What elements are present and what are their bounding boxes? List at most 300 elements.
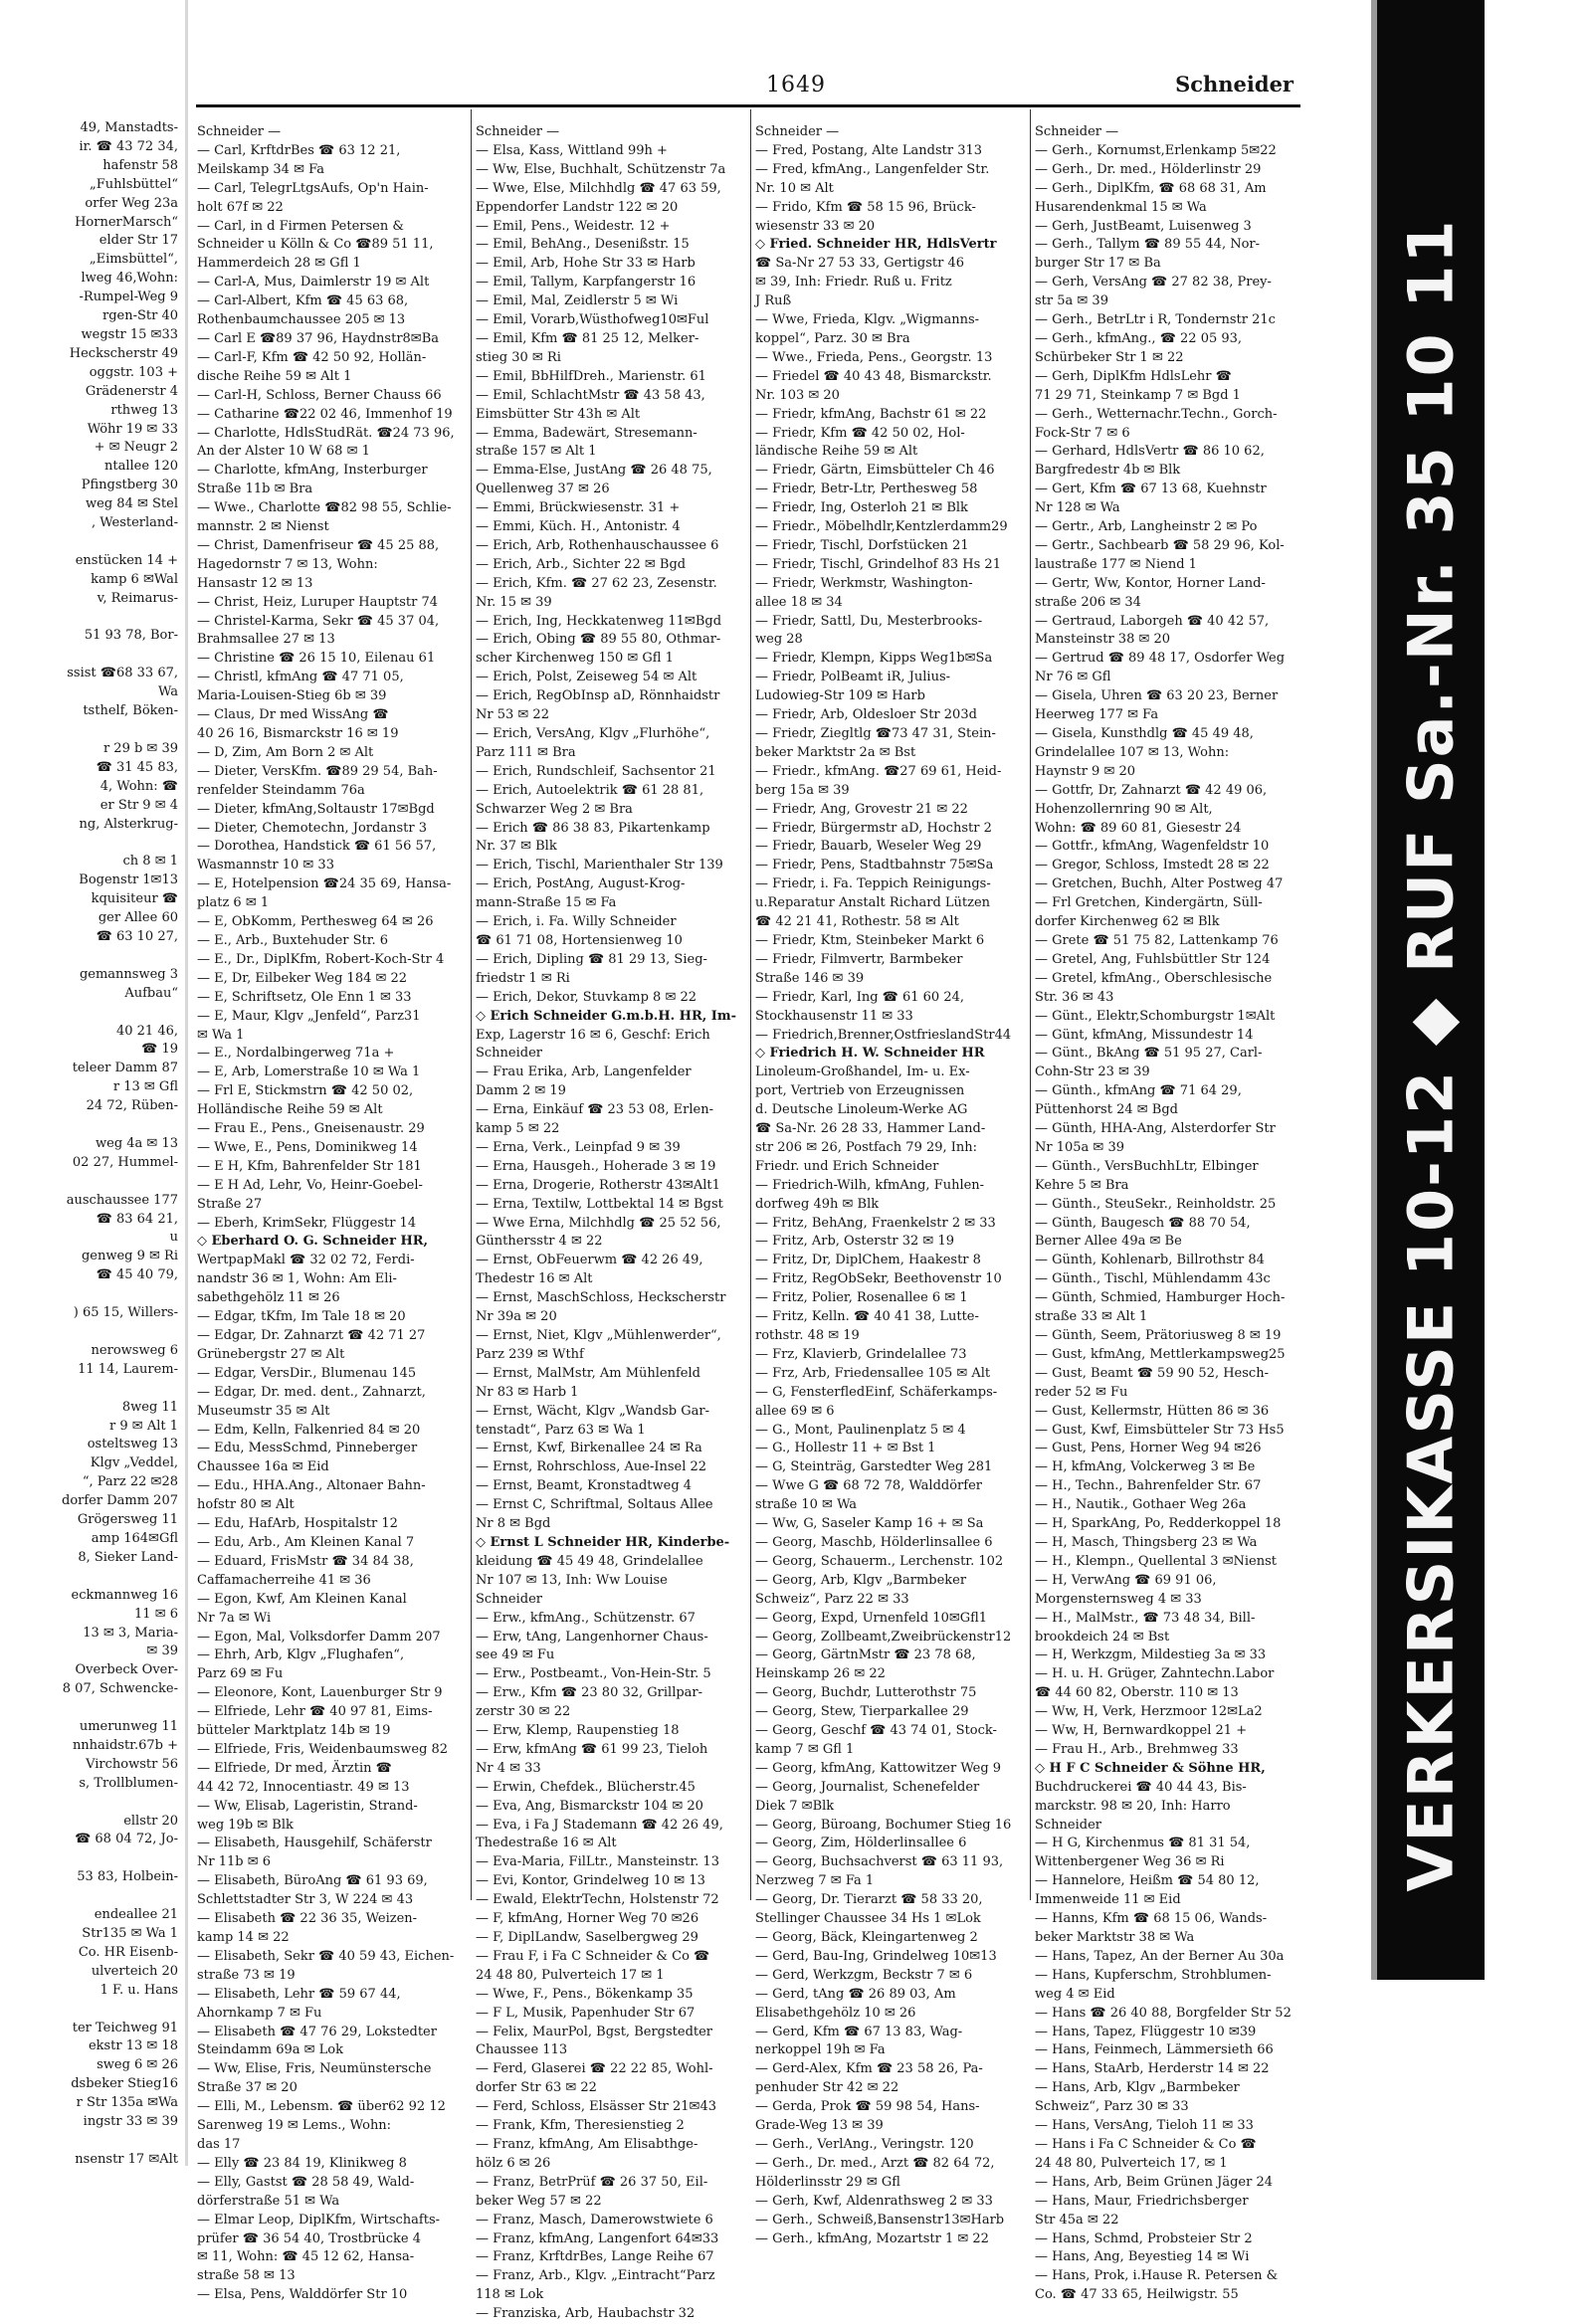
directory-entry: — Erich, Obing ☎ 89 55 80, Othmar- bbox=[476, 632, 721, 648]
margin-line: Grädenerstr 4 bbox=[85, 383, 178, 399]
margin-line: r 13 ✉ Gfl bbox=[112, 1079, 178, 1095]
directory-entry: ✉ Wa 1 bbox=[197, 1027, 245, 1043]
margin-line: dsbeker Stieg16 bbox=[71, 2076, 178, 2092]
directory-entry: — Friedel ☎ 40 43 48, Bismarckstr. bbox=[755, 368, 992, 384]
directory-entry: Schürbeker Str 1 ✉ 22 bbox=[1035, 349, 1184, 365]
margin-line: ter Teichweg 91 bbox=[72, 2020, 178, 2035]
directory-entry: — Elfriede, Dr med, Ärztin ☎ bbox=[197, 1760, 392, 1776]
directory-entry: — Erich, i. Fa. Willy Schneider bbox=[476, 914, 677, 930]
directory-entry: — Friedr, Ziegltlg ☎73 47 31, Stein- bbox=[755, 726, 996, 741]
directory-entry: — Franz, KrftdrBes, Lange Reihe 67 bbox=[476, 2249, 714, 2265]
directory-entry: Str. 36 ✉ 43 bbox=[1035, 989, 1114, 1005]
directory-entry: — Günth, Schmied, Hamburger Hoch- bbox=[1035, 1290, 1286, 1306]
directory-entry: — Emma, Badewärt, Stresemann- bbox=[476, 425, 697, 441]
margin-line: 4, Wohn: ☎ bbox=[100, 778, 178, 794]
directory-entry: — Fritz, Polier, Rosenallee 6 ✉ 1 bbox=[755, 1290, 968, 1306]
directory-entry: Friedr. und Erich Schneider bbox=[755, 1158, 939, 1174]
directory-entry: — Georg, Arb, Klgv „Barmbeker bbox=[755, 1572, 967, 1588]
directory-entry: — Gertrud ☎ 89 48 17, Osdorfer Weg bbox=[1035, 651, 1286, 667]
margin-line: sweg 6 ✉ 26 bbox=[97, 2057, 178, 2073]
margin-line: 02 27, Hummel- bbox=[72, 1154, 178, 1170]
directory-entry: — Erna, Verk., Leinpfad 9 ✉ 39 bbox=[476, 1139, 681, 1155]
margin-line: kquisiteur ☎ bbox=[91, 891, 178, 907]
directory-entry: — Eduard, FrisMstr ☎ 34 84 38, bbox=[197, 1553, 414, 1569]
directory-entry: — Gerh, JustBeamt, Luisenweg 3 bbox=[1035, 218, 1252, 234]
directory-entry: — Friedr, i. Fa. Teppich Reinigungs- bbox=[755, 876, 991, 892]
directory-entry: beker Marktstr 38 ✉ Wa bbox=[1035, 1930, 1195, 1945]
directory-entry: Brahmsallee 27 ✉ 13 bbox=[197, 632, 335, 648]
directory-entry: — Hans, StaArb, Herderstr 14 ✉ 22 bbox=[1035, 2061, 1270, 2077]
margin-line: „Eimsbüttel“, bbox=[89, 252, 178, 268]
directory-entry: — Ewald, ElektrTechn, Holstenstr 72 bbox=[476, 1892, 719, 1908]
directory-entry: Schweiz“, Parz 22 ✉ 33 bbox=[755, 1591, 909, 1607]
directory-entry: Nr 83 ✉ Harb 1 bbox=[476, 1384, 579, 1400]
directory-entry: — Edgar, VersDir., Blumenau 145 bbox=[197, 1365, 417, 1381]
directory-entry: — Fritz, Kelln. ☎ 40 41 38, Lutte- bbox=[755, 1309, 979, 1325]
directory-entry: Maria-Louisen-Stieg 6b ✉ 39 bbox=[197, 688, 387, 704]
margin-line: ch 8 ✉ 1 bbox=[122, 854, 178, 870]
directory-entry: — Egon, Mal, Volksdorfer Damm 207 bbox=[197, 1629, 441, 1645]
directory-entry: Nr 107 ✉ 13, Inh: Ww Louise bbox=[476, 1572, 668, 1588]
directory-entry: Schweiz“, Parz 30 ✉ 33 bbox=[1035, 2099, 1189, 2115]
directory-entry: — E., Dr., DiplKfm, Robert-Koch-Str 4 bbox=[197, 951, 445, 967]
directory-entry: — Fritz, BehAng, Fraenkelstr 2 ✉ 33 bbox=[755, 1215, 996, 1231]
directory-entry: Mansteinstr 38 ✉ 20 bbox=[1035, 632, 1171, 648]
directory-entry: Wohn: ☎ 89 60 81, Giesestr 24 bbox=[1035, 820, 1242, 836]
directory-entry: — Günth., SteuSekr., Reinholdstr. 25 bbox=[1035, 1196, 1277, 1212]
directory-entry: Nr 128 ✉ Wa bbox=[1035, 500, 1120, 516]
margin-line: ng, Alsterkrug- bbox=[79, 816, 178, 832]
directory-entry: — Ww, Elisab, Lageristin, Strand- bbox=[197, 1798, 418, 1814]
directory-entry: — Ernst, Rohrschloss, Aue-Insel 22 bbox=[476, 1459, 707, 1475]
directory-entry: Chaussee 113 bbox=[476, 2042, 568, 2058]
margin-line bbox=[0, 646, 184, 665]
directory-entry: — Hans, Tapez, An der Berner Au 30a bbox=[1035, 1948, 1285, 1964]
directory-entry: Schneider u Kölln & Co ☎89 51 11, bbox=[197, 237, 434, 253]
directory-entry: friedstr 1 ✉ Ri bbox=[476, 970, 570, 986]
directory-entry: — Erich, Polst, Zeiseweg 54 ✉ Alt bbox=[476, 670, 697, 685]
margin-line: orfer Weg 23a bbox=[85, 195, 178, 211]
directory-entry: — H., Nautik., Gothaer Weg 26a bbox=[1035, 1497, 1247, 1513]
directory-entry: — Erich, Arb, Rothenhauschaussee 6 bbox=[476, 537, 719, 553]
directory-entry: — Gust, Pens, Horner Weg 94 ✉26 bbox=[1035, 1441, 1262, 1456]
directory-entry: Diek 7 ✉Blk bbox=[755, 1798, 835, 1814]
directory-entry: — Gerh., Schweiß,Bansenstr13✉Harb bbox=[755, 2212, 1005, 2227]
directory-entry: — E, ObKomm, Perthesweg 64 ✉ 26 bbox=[197, 914, 434, 930]
directory-entry: — Friedr, Betr-Ltr, Perthesweg 58 bbox=[755, 482, 978, 497]
directory-entry: dorfweg 49h ✉ Blk bbox=[755, 1196, 880, 1212]
directory-entry: Co. ☎ 47 33 65, Heilwigstr. 55 bbox=[1035, 2287, 1239, 2303]
directory-entry: Damm 2 ✉ 19 bbox=[476, 1083, 566, 1099]
running-head: Schneider bbox=[1175, 72, 1294, 97]
directory-entry: — Friedr, Ing, Osterloh 21 ✉ Blk bbox=[755, 500, 968, 516]
directory-entry: — Eberh, KrimSekr, Flüggestr 14 bbox=[197, 1215, 417, 1231]
directory-entry: — Gretel, Ang, Fuhlsbüttler Str 124 bbox=[1035, 951, 1271, 967]
margin-line: 1 F. u. Hans bbox=[100, 1982, 178, 1998]
margin-line: ingstr 33 ✉ 39 bbox=[83, 2114, 178, 2130]
directory-entry: — Erich, Ing, Heckkatenweg 11✉Bgd bbox=[476, 613, 722, 629]
directory-entry: Hagedornstr 7 ✉ 13, Wohn: bbox=[197, 556, 378, 572]
directory-entry: Hölderlinsstr 29 ✉ Gfl bbox=[755, 2174, 900, 2190]
directory-entry: ✉ 11, Wohn: ☎ 45 12 62, Hansa- bbox=[197, 2249, 415, 2265]
directory-entry: — Friedr, Tischl, Dorfstücken 21 bbox=[755, 537, 969, 553]
directory-entry: — Carl, KrftdrBes ☎ 63 12 21, bbox=[197, 142, 401, 158]
directory-entry: — Ww, H, Bernwardkoppel 21 + bbox=[1035, 1723, 1248, 1739]
directory-entry: — Claus, Dr med WissAng ☎ bbox=[197, 707, 389, 723]
advertisement-text: VERKERSIKASSE 10-12 ◆ RUF Sa.-Nr. 35 10 11 bbox=[1394, 217, 1468, 1892]
directory-entry: — Emil, BehAng., Desenißstr. 15 bbox=[476, 237, 690, 253]
margin-line: dorfer Damm 207 bbox=[62, 1493, 178, 1509]
directory-entry: kamp 7 ✉ Gfl 1 bbox=[755, 1741, 855, 1757]
directory-entry: — Hans ☎ 26 40 88, Borgfelder Str 52 bbox=[1035, 2005, 1292, 2021]
directory-entry: — Friedr., kfmAng. ☎27 69 61, Heid- bbox=[755, 763, 1002, 779]
margin-line: Virchowstr 56 bbox=[86, 1756, 178, 1772]
directory-entry: — Ernst, MalMstr, Am Mühlenfeld bbox=[476, 1365, 700, 1381]
directory-entry: — Elisabeth, Lehr ☎ 59 67 44, bbox=[197, 1986, 401, 2002]
directory-entry: ländische Reihe 59 ✉ Alt bbox=[755, 444, 918, 460]
column-divider bbox=[750, 109, 751, 1900]
directory-entry: — Wwe G ☎ 68 72 78, Walddörfer bbox=[755, 1478, 982, 1494]
directory-entry: dische Reihe 59 ✉ Alt 1 bbox=[197, 368, 352, 384]
margin-line: endeallee 21 bbox=[94, 1907, 178, 1923]
directory-entry: — Gerd, tAng ☎ 26 89 03, Am bbox=[755, 1986, 956, 2002]
column-header: Schneider — bbox=[1035, 124, 1119, 139]
margin-line bbox=[0, 947, 184, 966]
directory-entry: — Gottfr., kfmAng, Wagenfeldstr 10 bbox=[1035, 839, 1270, 855]
directory-entry: — E H Ad, Lehr, Vo, Heinr-Goebel- bbox=[197, 1177, 423, 1193]
directory-entry: — Dieter, VersKfm. ☎89 29 54, Bah- bbox=[197, 763, 438, 779]
directory-entry: — Georg, Schauerm., Lerchenstr. 102 bbox=[755, 1553, 1004, 1569]
directory-entry: — Günth., Tischl, Mühlendamm 43c bbox=[1035, 1271, 1271, 1287]
directory-entry: mannstr. 2 ✉ Nienst bbox=[197, 519, 329, 535]
directory-entry: — Franz, kfmAng, Langenfort 64✉33 bbox=[476, 2230, 719, 2246]
directory-entry: — Georg, Zim, Hölderlinsallee 6 bbox=[755, 1836, 967, 1851]
directory-entry: straße 33 ✉ Alt 1 bbox=[1035, 1309, 1148, 1325]
directory-entry: — Erich, Kfm. ☎ 27 62 23, Zesenstr. bbox=[476, 575, 717, 591]
margin-line bbox=[0, 1887, 184, 1906]
directory-entry: — Elly ☎ 23 84 19, Klinikweg 8 bbox=[197, 2155, 407, 2171]
margin-line: elder Str 17 bbox=[99, 233, 178, 249]
directory-entry: — Egon, Kwf, Am Kleinen Kanal bbox=[197, 1591, 407, 1607]
directory-entry: — Ernst, MaschSchloss, Heckscherstr bbox=[476, 1290, 726, 1306]
directory-entry: Morgensternsweg 4 ✉ 33 bbox=[1035, 1591, 1202, 1607]
margin-line: Grögersweg 11 bbox=[77, 1512, 178, 1528]
directory-entry: dörferstraße 51 ✉ Wa bbox=[197, 2193, 340, 2209]
directory-entry: — Gerd-Alex, Kfm ☎ 23 58 26, Pa- bbox=[755, 2061, 983, 2077]
directory-entry: — Günt., Elektr,Schomburgstr 1✉Alt bbox=[1035, 1008, 1276, 1024]
directory-entry: — Erwin, Chefdek., Blücherstr.45 bbox=[476, 1779, 696, 1795]
directory-entry: — Gerh, VersAng ☎ 27 82 38, Prey- bbox=[1035, 275, 1272, 290]
margin-line: 11 14, Laurem- bbox=[78, 1361, 178, 1377]
margin-line: 8, Sieker Land- bbox=[78, 1549, 178, 1565]
directory-entry: — Friedrich-Wilh, kfmAng, Fuhlen- bbox=[755, 1177, 985, 1193]
directory-entry: — Hans, Prok, i.Hause R. Petersen & bbox=[1035, 2268, 1279, 2284]
directory-entry: — Hans, Feinmech, Lämmersieth 66 bbox=[1035, 2042, 1274, 2058]
directory-entry: ☎ 42 21 41, Rothestr. 58 ✉ Alt bbox=[755, 914, 959, 930]
directory-entry: — Frido, Kfm ☎ 58 15 96, Brück- bbox=[755, 199, 976, 215]
margin-line: Wöhr 19 ✉ 33 bbox=[87, 421, 178, 437]
directory-entry: — Ehrh, Arb, Klgv „Flughafen“, bbox=[197, 1647, 405, 1663]
directory-entry: — Emil, Vorarb,Wüsthofweg10✉Ful bbox=[476, 312, 709, 328]
directory-entry: — Erna, Textilw, Lottbektal 14 ✉ Bgst bbox=[476, 1196, 723, 1212]
directory-entry: beker Weg 57 ✉ 22 bbox=[476, 2193, 602, 2209]
directory-entry: Stockhausenstr 11 ✉ 33 bbox=[755, 1008, 913, 1024]
directory-entry: — Carl E ☎89 37 96, Haydnstr8✉Ba bbox=[197, 330, 440, 346]
directory-entry: — H., Techn., Bahrenfelder Str. 67 bbox=[1035, 1478, 1262, 1494]
margin-line: Co. HR Eisenb- bbox=[78, 1944, 178, 1960]
directory-entry: Nr. 15 ✉ 39 bbox=[476, 594, 552, 610]
margin-line: Klgv „Veddel, bbox=[90, 1455, 178, 1471]
directory-entry: — Hans, Tapez, Flüggestr 10 ✉39 bbox=[1035, 2024, 1257, 2039]
directory-entry: — Friedr, Sattl, Du, Mesterbrooks- bbox=[755, 613, 983, 629]
directory-entry: — Georg, Zollbeamt,Zweibrückenstr12 bbox=[755, 1629, 1012, 1645]
column-4 bbox=[1035, 123, 1301, 2303]
directory-entry: — Wwe., Frieda, Pens., Georgstr. 13 bbox=[755, 349, 993, 365]
directory-entry: — Günth, Kohlenarb, Billrothstr 84 bbox=[1035, 1253, 1265, 1268]
margin-line: ☎ 68 04 72, Jo- bbox=[75, 1832, 178, 1847]
directory-entry: — Ferd, Glaserei ☎ 22 22 85, Wohl- bbox=[476, 2061, 713, 2077]
directory-entry: Hohenzollernring 90 ✉ Alt, bbox=[1035, 801, 1213, 817]
directory-entry: — Charlotte, HdlsStudRät. ☎24 73 96, bbox=[197, 425, 455, 441]
directory-entry: — Günth, HHA-Ang, Alsterdorfer Str bbox=[1035, 1121, 1276, 1137]
directory-entry: Schwarzer Weg 2 ✉ Bra bbox=[476, 801, 633, 817]
directory-entry: — Gerh., DiplKfm, ☎ 68 68 31, Am bbox=[1035, 180, 1267, 196]
directory-entry: — Ww, G, Saseler Kamp 16 + ✉ Sa bbox=[755, 1516, 984, 1532]
directory-entry: prüfer ☎ 36 54 40, Trostbrücke 4 bbox=[197, 2230, 422, 2246]
directory-entry: Nr. 37 ✉ Blk bbox=[476, 839, 557, 855]
directory-entry: straße 73 ✉ 19 bbox=[197, 1967, 296, 1983]
margin-line: ☎ 19 bbox=[141, 1042, 178, 1058]
directory-entry: Caffamacherreihe 41 ✉ 36 bbox=[197, 1572, 371, 1588]
directory-entry: — Gerhard, HdlsVertr ☎ 86 10 62, bbox=[1035, 444, 1265, 460]
directory-entry: — Christ, Heiz, Luruper Hauptstr 74 bbox=[197, 594, 439, 610]
directory-entry: — Erna, Einkäuf ☎ 23 53 08, Erlen- bbox=[476, 1102, 713, 1118]
directory-entry: — H, kfmAng, Volckerweg 3 ✉ Be bbox=[1035, 1459, 1256, 1475]
directory-entry: ◇ Friedrich H. W. Schneider HR bbox=[755, 1046, 985, 1062]
directory-entry: — G., Mont, Paulinenplatz 5 ✉ 4 bbox=[755, 1422, 966, 1438]
page-number: 1649 bbox=[766, 73, 826, 97]
margin-line: osteltsweg 13 bbox=[87, 1437, 178, 1452]
directory-entry: Ludowieg-Str 109 ✉ Harb bbox=[755, 688, 925, 704]
directory-entry: dorfer Kirchenweg 62 ✉ Blk bbox=[1035, 914, 1220, 930]
directory-entry: — E, Schriftsetz, Ole Enn 1 ✉ 33 bbox=[197, 989, 412, 1005]
directory-entry: — Friedr, Karl, Ing ☎ 61 60 24, bbox=[755, 989, 964, 1005]
directory-entry: — Edm, Kelln, Falkenried 84 ✉ 20 bbox=[197, 1422, 421, 1438]
directory-entry: — Erw, Klemp, Raupenstieg 18 bbox=[476, 1723, 680, 1739]
margin-line: ✉ 39 bbox=[146, 1644, 178, 1659]
directory-entry: — Edgar, tKfm, Im Tale 18 ✉ 20 bbox=[197, 1309, 406, 1325]
directory-entry: — Eva, i Fa J Stademann ☎ 42 26 49, bbox=[476, 1817, 723, 1833]
directory-entry: sabethgehölz 11 ✉ 26 bbox=[197, 1290, 340, 1306]
directory-entry: — Edu, MessSchmd, Pinneberger bbox=[197, 1441, 418, 1456]
directory-entry: Straße 146 ✉ 39 bbox=[755, 970, 865, 986]
directory-entry: Nr 11b ✉ 6 bbox=[197, 1854, 272, 1870]
directory-entry: — Elfriede, Lehr ☎ 40 97 81, Eims- bbox=[197, 1704, 433, 1720]
margin-line: ntallee 120 bbox=[104, 459, 178, 475]
column-2 bbox=[476, 123, 742, 2322]
directory-entry: — Hans, Arb, Beim Grünen Jäger 24 bbox=[1035, 2174, 1273, 2190]
directory-entry: ☎ 44 60 82, Oberstr. 110 ✉ 13 bbox=[1035, 1685, 1239, 1701]
directory-entry: — Emil, Kfm ☎ 81 25 12, Melker- bbox=[476, 330, 699, 346]
directory-entry: Nr 4 ✉ 33 bbox=[476, 1760, 541, 1776]
directory-entry: zerstr 30 ✉ 22 bbox=[476, 1704, 571, 1720]
margin-line: oggstr. 103 + bbox=[89, 364, 178, 380]
directory-entry: holt 67f ✉ 22 bbox=[197, 199, 284, 215]
directory-entry: Nr 7a ✉ Wi bbox=[197, 1610, 272, 1626]
directory-entry: — Frz, Klavierb, Grindelallee 73 bbox=[755, 1346, 967, 1362]
margin-line: nnhaidstr.67b + bbox=[72, 1737, 178, 1753]
margin-line: v, Reimarus- bbox=[97, 590, 178, 606]
directory-entry: — Frl E, Stickmstrn ☎ 42 50 02, bbox=[197, 1083, 414, 1099]
margin-line: Heckscherstr 49 bbox=[69, 345, 178, 361]
margin-line: auschaussee 177 bbox=[66, 1192, 178, 1208]
directory-entry: — H., MalMstr., ☎ 73 48 34, Bill- bbox=[1035, 1610, 1256, 1626]
directory-entry: An der Alster 10 W 68 ✉ 1 bbox=[197, 444, 370, 460]
directory-entry: Stellinger Chaussee 34 Hs 1 ✉Lok bbox=[755, 1911, 981, 1927]
directory-entry: — E, Dr, Eilbeker Weg 184 ✉ 22 bbox=[197, 970, 408, 986]
directory-entry: — Georg, Stew, Tierparkallee 29 bbox=[755, 1704, 969, 1720]
directory-entry: Grade-Weg 13 ✉ 39 bbox=[755, 2118, 884, 2134]
margin-line: genweg 9 ✉ Ri bbox=[81, 1249, 178, 1264]
directory-entry: weg 28 bbox=[755, 632, 803, 648]
directory-entry: — Hans, Arb, Klgv „Barmbeker bbox=[1035, 2080, 1240, 2096]
directory-entry: Rothenbaumchaussee 205 ✉ 13 bbox=[197, 312, 406, 328]
directory-entry: — G, FensterfledEinf, Schäferkamps- bbox=[755, 1384, 998, 1400]
directory-entry: — Erw., Postbeamt., Von-Hein-Str. 5 bbox=[476, 1666, 711, 1682]
directory-entry: — Gertraud, Laborgeh ☎ 40 42 57, bbox=[1035, 613, 1270, 629]
directory-entry: Straße 37 ✉ 20 bbox=[197, 2080, 298, 2096]
directory-entry: — Emmi, Küch. H., Antonistr. 4 bbox=[476, 519, 681, 535]
column-3 bbox=[755, 123, 1022, 2246]
directory-entry: stieg 30 ✉ Ri bbox=[476, 349, 561, 365]
directory-entry: bütteler Marktplatz 14b ✉ 19 bbox=[197, 1723, 391, 1739]
directory-entry: — Gust, kfmAng, Mettlerkampsweg25 bbox=[1035, 1346, 1286, 1362]
margin-line: r 9 ✉ Alt 1 bbox=[109, 1418, 178, 1434]
directory-entry: ☎ 61 71 08, Hortensienweg 10 bbox=[476, 932, 683, 948]
directory-entry: — Ernst, Kwf, Birkenallee 24 ✉ Ra bbox=[476, 1441, 702, 1456]
margin-line: r 29 b ✉ 39 bbox=[102, 740, 178, 756]
directory-entry: — Elfriede, Fris, Weidenbaumsweg 82 bbox=[197, 1741, 449, 1757]
directory-entry: — Georg, Dr. Tierarzt ☎ 58 33 20, bbox=[755, 1892, 983, 1908]
directory-entry: — Franziska, Arb, Haubachstr 32 bbox=[476, 2306, 696, 2322]
directory-entry: — H. u. H. Grüger, Zahntechn.Labor bbox=[1035, 1666, 1275, 1682]
margin-line: 49, Manstadts- bbox=[80, 120, 178, 135]
directory-entry: — Elisabeth ☎ 47 76 29, Lokstedter bbox=[197, 2024, 437, 2039]
directory-entry: allee 69 ✉ 6 bbox=[755, 1403, 835, 1419]
margin-line bbox=[0, 1323, 184, 1342]
directory-entry: — Erich, Dipling ☎ 81 29 13, Sieg- bbox=[476, 951, 707, 967]
directory-entry: — Wwe, E., Pens, Dominikweg 14 bbox=[197, 1139, 418, 1155]
directory-entry: — G, Steinträg, Garstedter Weg 281 bbox=[755, 1459, 993, 1475]
margin-line: -Rumpel-Weg 9 bbox=[79, 290, 178, 305]
directory-entry: — Erna, Drogerie, Rotherstr 43✉Alt1 bbox=[476, 1177, 720, 1193]
directory-entry: — Wwe, Frieda, Klgv. „Wigmanns- bbox=[755, 312, 980, 328]
directory-entry: — Hannelore, Heißm ☎ 54 80 12, bbox=[1035, 1873, 1260, 1889]
column-divider bbox=[1030, 109, 1031, 1900]
margin-line: hafenstr 58 bbox=[102, 157, 178, 173]
directory-entry: Chaussee 16a ✉ Eid bbox=[197, 1459, 329, 1475]
margin-line: ekstr 13 ✉ 18 bbox=[88, 2038, 178, 2054]
directory-entry: kamp 5 ✉ 22 bbox=[476, 1121, 560, 1137]
margin-line: amp 164✉Gfl bbox=[91, 1530, 178, 1546]
directory-entry: Günthersstr 4 ✉ 22 bbox=[476, 1234, 603, 1250]
directory-entry: Nr 8 ✉ Bgd bbox=[476, 1516, 551, 1532]
directory-entry: — Hans, Kupferschm, Strohblumen- bbox=[1035, 1967, 1272, 1983]
margin-line: ulverteich 20 bbox=[91, 1963, 178, 1979]
directory-entry: — Christine ☎ 26 15 10, Eilenau 61 bbox=[197, 651, 436, 667]
directory-entry: Schneider bbox=[1035, 1817, 1102, 1833]
directory-entry: — Gust, Kellermstr, Hütten 86 ✉ 36 bbox=[1035, 1403, 1270, 1419]
directory-entry: — Gretel, kfmAng., Oberschlesische bbox=[1035, 970, 1273, 986]
directory-entry: — Franz, Masch, Damerowstwiete 6 bbox=[476, 2212, 713, 2227]
directory-entry: — E H, Kfm, Bahrenfelder Str 181 bbox=[197, 1158, 422, 1174]
directory-entry: Eimsbütter Str 43h ✉ Alt bbox=[476, 406, 641, 422]
directory-entry: marckstr. 98 ✉ 20, Inh: Harro bbox=[1035, 1798, 1231, 1814]
margin-line bbox=[0, 2132, 184, 2151]
directory-entry: Exp, Lagerstr 16 ✉ 6, Geschf: Erich bbox=[476, 1027, 710, 1043]
directory-entry: Meilskamp 34 ✉ Fa bbox=[197, 161, 324, 177]
margin-line: kamp 6 ✉Wal bbox=[91, 571, 178, 587]
directory-entry: — Gisela, Kunsthdlg ☎ 45 49 48, bbox=[1035, 726, 1254, 741]
directory-entry: Kehre 5 ✉ Bra bbox=[1035, 1177, 1129, 1193]
advertisement-strip bbox=[1313, 0, 1592, 2166]
directory-entry: Heinskamp 26 ✉ 22 bbox=[755, 1666, 886, 1682]
directory-entry: — Dieter, Chemotechn, Jordanstr 3 bbox=[197, 820, 427, 836]
directory-entry: Nr 105a ✉ 39 bbox=[1035, 1139, 1124, 1155]
directory-entry: — E, Arb, Lomerstraße 10 ✉ Wa 1 bbox=[197, 1065, 421, 1080]
directory-entry: see 49 ✉ Fu bbox=[476, 1647, 555, 1663]
directory-entry: — Edu, HafArb, Hospitalstr 12 bbox=[197, 1516, 398, 1532]
directory-entry: — Christel-Karma, Sekr ☎ 45 37 04, bbox=[197, 613, 440, 629]
directory-entry: — Gerd, Werkzgm, Beckstr 7 ✉ 6 bbox=[755, 1967, 973, 1983]
margin-line: 24 72, Rüben- bbox=[86, 1098, 178, 1114]
directory-entry: port, Vertrieb von Erzeugnissen bbox=[755, 1083, 965, 1099]
directory-entry: — Georg, kfmAng, Kattowitzer Weg 9 bbox=[755, 1760, 1002, 1776]
margin-line: ☎ 83 64 21, bbox=[96, 1211, 178, 1227]
directory-entry: — Georg, Buchsachverst ☎ 63 11 93, bbox=[755, 1854, 1004, 1870]
directory-entry: — Gust, Beamt ☎ 59 90 52, Hesch- bbox=[1035, 1365, 1269, 1381]
directory-entry: — Ernst, Wächt, Klgv „Wandsb Gar- bbox=[476, 1403, 709, 1419]
directory-entry: — Edu, Arb., Am Kleinen Kanal 7 bbox=[197, 1534, 415, 1550]
directory-entry: — Elsa, Kass, Wittland 99h + bbox=[476, 142, 668, 158]
margin-line: ir. ☎ 43 72 34, bbox=[79, 138, 178, 154]
column-header: Schneider — bbox=[197, 124, 282, 139]
directory-entry: — Wwe., Charlotte ☎82 98 55, Schlie- bbox=[197, 500, 452, 516]
directory-entry: ✉ 39, Inh: Friedr. Ruß u. Fritz bbox=[755, 275, 952, 290]
directory-entry: Schneider bbox=[476, 1046, 543, 1062]
directory-entry: — Friedr, kfmAng, Bachstr 61 ✉ 22 bbox=[755, 406, 987, 422]
directory-entry: — Günth., kfmAng ☎ 71 64 29, bbox=[1035, 1083, 1242, 1099]
directory-entry: platz 6 ✉ 1 bbox=[197, 895, 270, 911]
directory-entry: — Ernst C, Schriftmal, Soltaus Allee bbox=[476, 1497, 713, 1513]
margin-line: teleer Damm 87 bbox=[72, 1061, 178, 1076]
margin-line: ger Allee 60 bbox=[98, 910, 178, 926]
directory-entry: — Gerh., Wetternachr.Techn., Gorch- bbox=[1035, 406, 1278, 422]
margin-line: Pfingstberg 30 bbox=[81, 478, 178, 493]
margin-line: nerowsweg 6 bbox=[91, 1342, 178, 1358]
directory-entry: — Gerh., Tallym ☎ 89 55 44, Nor- bbox=[1035, 237, 1261, 253]
directory-entry: Püttenhorst 24 ✉ Bgd bbox=[1035, 1102, 1178, 1118]
directory-entry: ◇ Fried. Schneider HR, HdlsVertr bbox=[755, 237, 997, 253]
directory-entry: — Franz, Arb., Klgv. „Eintracht“Parz bbox=[476, 2268, 715, 2284]
directory-entry: — Emil, Mal, Zeidlerstr 5 ✉ Wi bbox=[476, 293, 679, 309]
directory-entry: 44 42 72, Innocentiastr. 49 ✉ 13 bbox=[197, 1779, 410, 1795]
directory-entry: — Günth., VersBuchhLtr, Elbinger bbox=[1035, 1158, 1259, 1174]
margin-line bbox=[0, 2001, 184, 2020]
directory-entry: Schneider bbox=[476, 1591, 543, 1607]
directory-entry: — Franz, kfmAng, Am Elisabthge- bbox=[476, 2136, 698, 2152]
directory-entry: allee 18 ✉ 34 bbox=[755, 594, 843, 610]
